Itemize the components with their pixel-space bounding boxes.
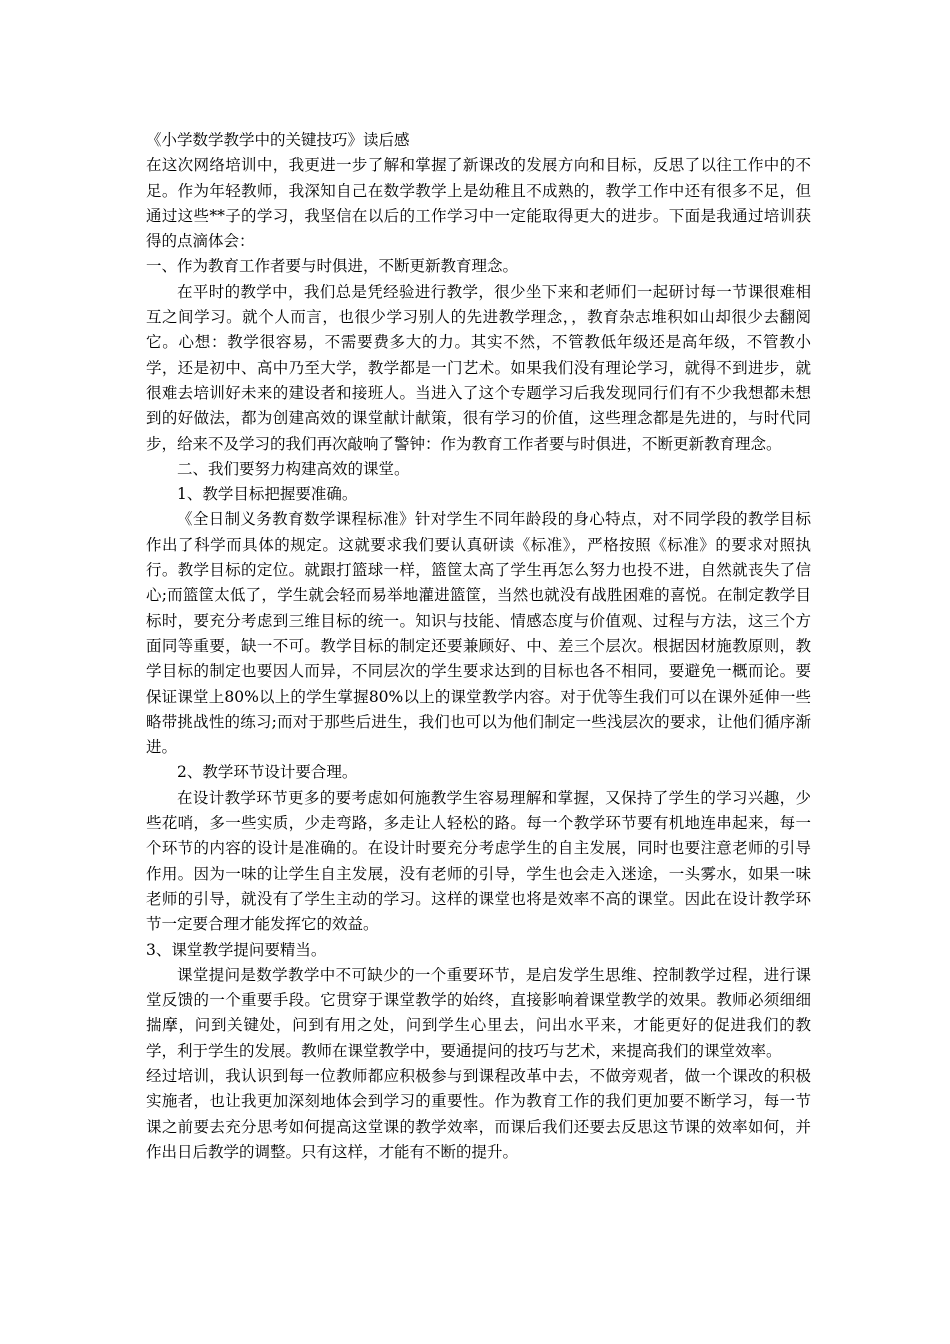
subheading-1: 1、教学目标把握要准确。 xyxy=(177,485,358,504)
subheading-3: 3、课堂教学提问要精当。 xyxy=(146,940,327,959)
document-body xyxy=(146,128,811,1165)
intro-paragraph: 在这次网络培训中，我更进一步了解和掌握了新课改的发展方向和目标，反思了以往工作中的不足。作为年轻教师，我深知自己在数学教学上是幼稚且不成熟的，教学工作中还有很多不足，但通过这些**子的学习，我坚信在以后的工作学习中一定能取得更大的进步。下面是我通过培训获得的点滴体会： xyxy=(146,156,811,251)
conclusion-paragraph: 经过培训，我认识到每一位教师都应积极参与到课程改革中去，不做旁观者，做一个课改的积极实施者，也让我更加深刻地体会到学习的重要性。作为教育工作的我们更加要不断学习，每一节课之前要去充分思考如何提高这堂课的教学效率，而课后我们还要去反思这节课的效率如何，并作出日后教学的调整。只有这样，才能有不断的提升。 xyxy=(146,1066,811,1161)
document-title: 《小学数学教学中的关键技巧》读后感 xyxy=(146,131,410,149)
section-heading-2: 二、我们要努力构建高效的课堂。 xyxy=(177,459,410,478)
paragraph-4: 课堂提问是数学教学中不可缺少的一个重要环节，是启发学生思维、控制教学过程，进行课堂反馈的一个重要手段。它贯穿于课堂教学的始终，直接影响着课堂教学的效果。教师必须细细揣摩，问到关键处，问到有用之处，问到学生心里去，问出水平来，才能更好的促进我们的教学，利于学生的发展。教师在课堂教学中，要通提问的技巧与艺术，来提高我们的课堂效率。 xyxy=(146,965,811,1060)
paragraph-2: 《全日制义务教育数学课程标准》针对学生不同年龄段的身心特点，对不同学段的教学目标作出了科学而具体的规定。这就要求我们要认真研读《标准》，严格按照《标准》的要求对照执行。教学目标的定位。就跟打篮球一样，篮筐太高了学生再怎么努力也投不进，自然就丧失了信心;而篮筐太低了，学生就会轻而易举地灌进篮筐，当然也就没有战胜困难的喜悦。在制定教学目标时，要充分考虑到三维目标的统一。知识与技能、情感态度与价值观、过程与方法，这三个方面同等重要，缺一不可。教学目标的制定还要兼顾好、中、差三个层次。根据因材施教原则，教学目标的制定也要因人而异，不同层次的学生要求达到的目标也各不相同，要避免一概而论。要保证课堂上80%以上的学生掌握80%以上的课堂教学内容。对于优等生我们可以在课外延伸一些略带挑战性的练习;而对于那些后进生，我们也可以为他们制定一些浅层次的要求，让他们循序渐进。 xyxy=(146,510,811,757)
subheading-2: 2、教学环节设计要合理。 xyxy=(177,763,358,782)
paragraph-1: 在平时的教学中，我们总是凭经验进行教学，很少坐下来和老师们一起研讨每一节课很难相互之间学习。就个人而言，也很少学习别人的先进教学理念，，教育杂志堆积如山却很少去翻阅它。心想：教学很容易，不需要费多大的力。其实不然，不管教低年级还是高年级，不管教小学，还是初中、高中乃至大学，教学都是一门艺术。如果我们没有理论学习，就得不到进步，就很难去培训好未来的建设者和接班人。当进入了这个专题学习后我发现同行们有不少我想都未想到的好做法，都为创建高效的课堂献计献策，很有学习的价值，这些理念都是先进的，与时代同步，给来不及学习的我们再次敲响了警钟：作为教育工作者要与时俱进，不断更新教育理念。 xyxy=(146,282,811,453)
section-heading-1: 一、作为教育工作者要与时俱进，不断更新教育理念。 xyxy=(146,257,519,276)
paragraph-3: 在设计教学环节更多的要考虑如何施教学生容易理解和掌握，又保持了学生的学习兴趣，少些花哨，多一些实质，少走弯路，多走让人轻松的路。每一个教学环节要有机地连串起来，每一个环节的内容的设计是准确的。在设计时要充分考虑学生的自主发展，同时也要注意老师的引导作用。因为一味的让学生自主发展，没有老师的引导，学生也会走入迷途，一头雾水，如果一味老师的引导，就没有了学生主动的学习。这样的课堂也将是效率不高的课堂。因此在设计教学环节一定要合理才能发挥它的效益。 xyxy=(146,788,811,934)
